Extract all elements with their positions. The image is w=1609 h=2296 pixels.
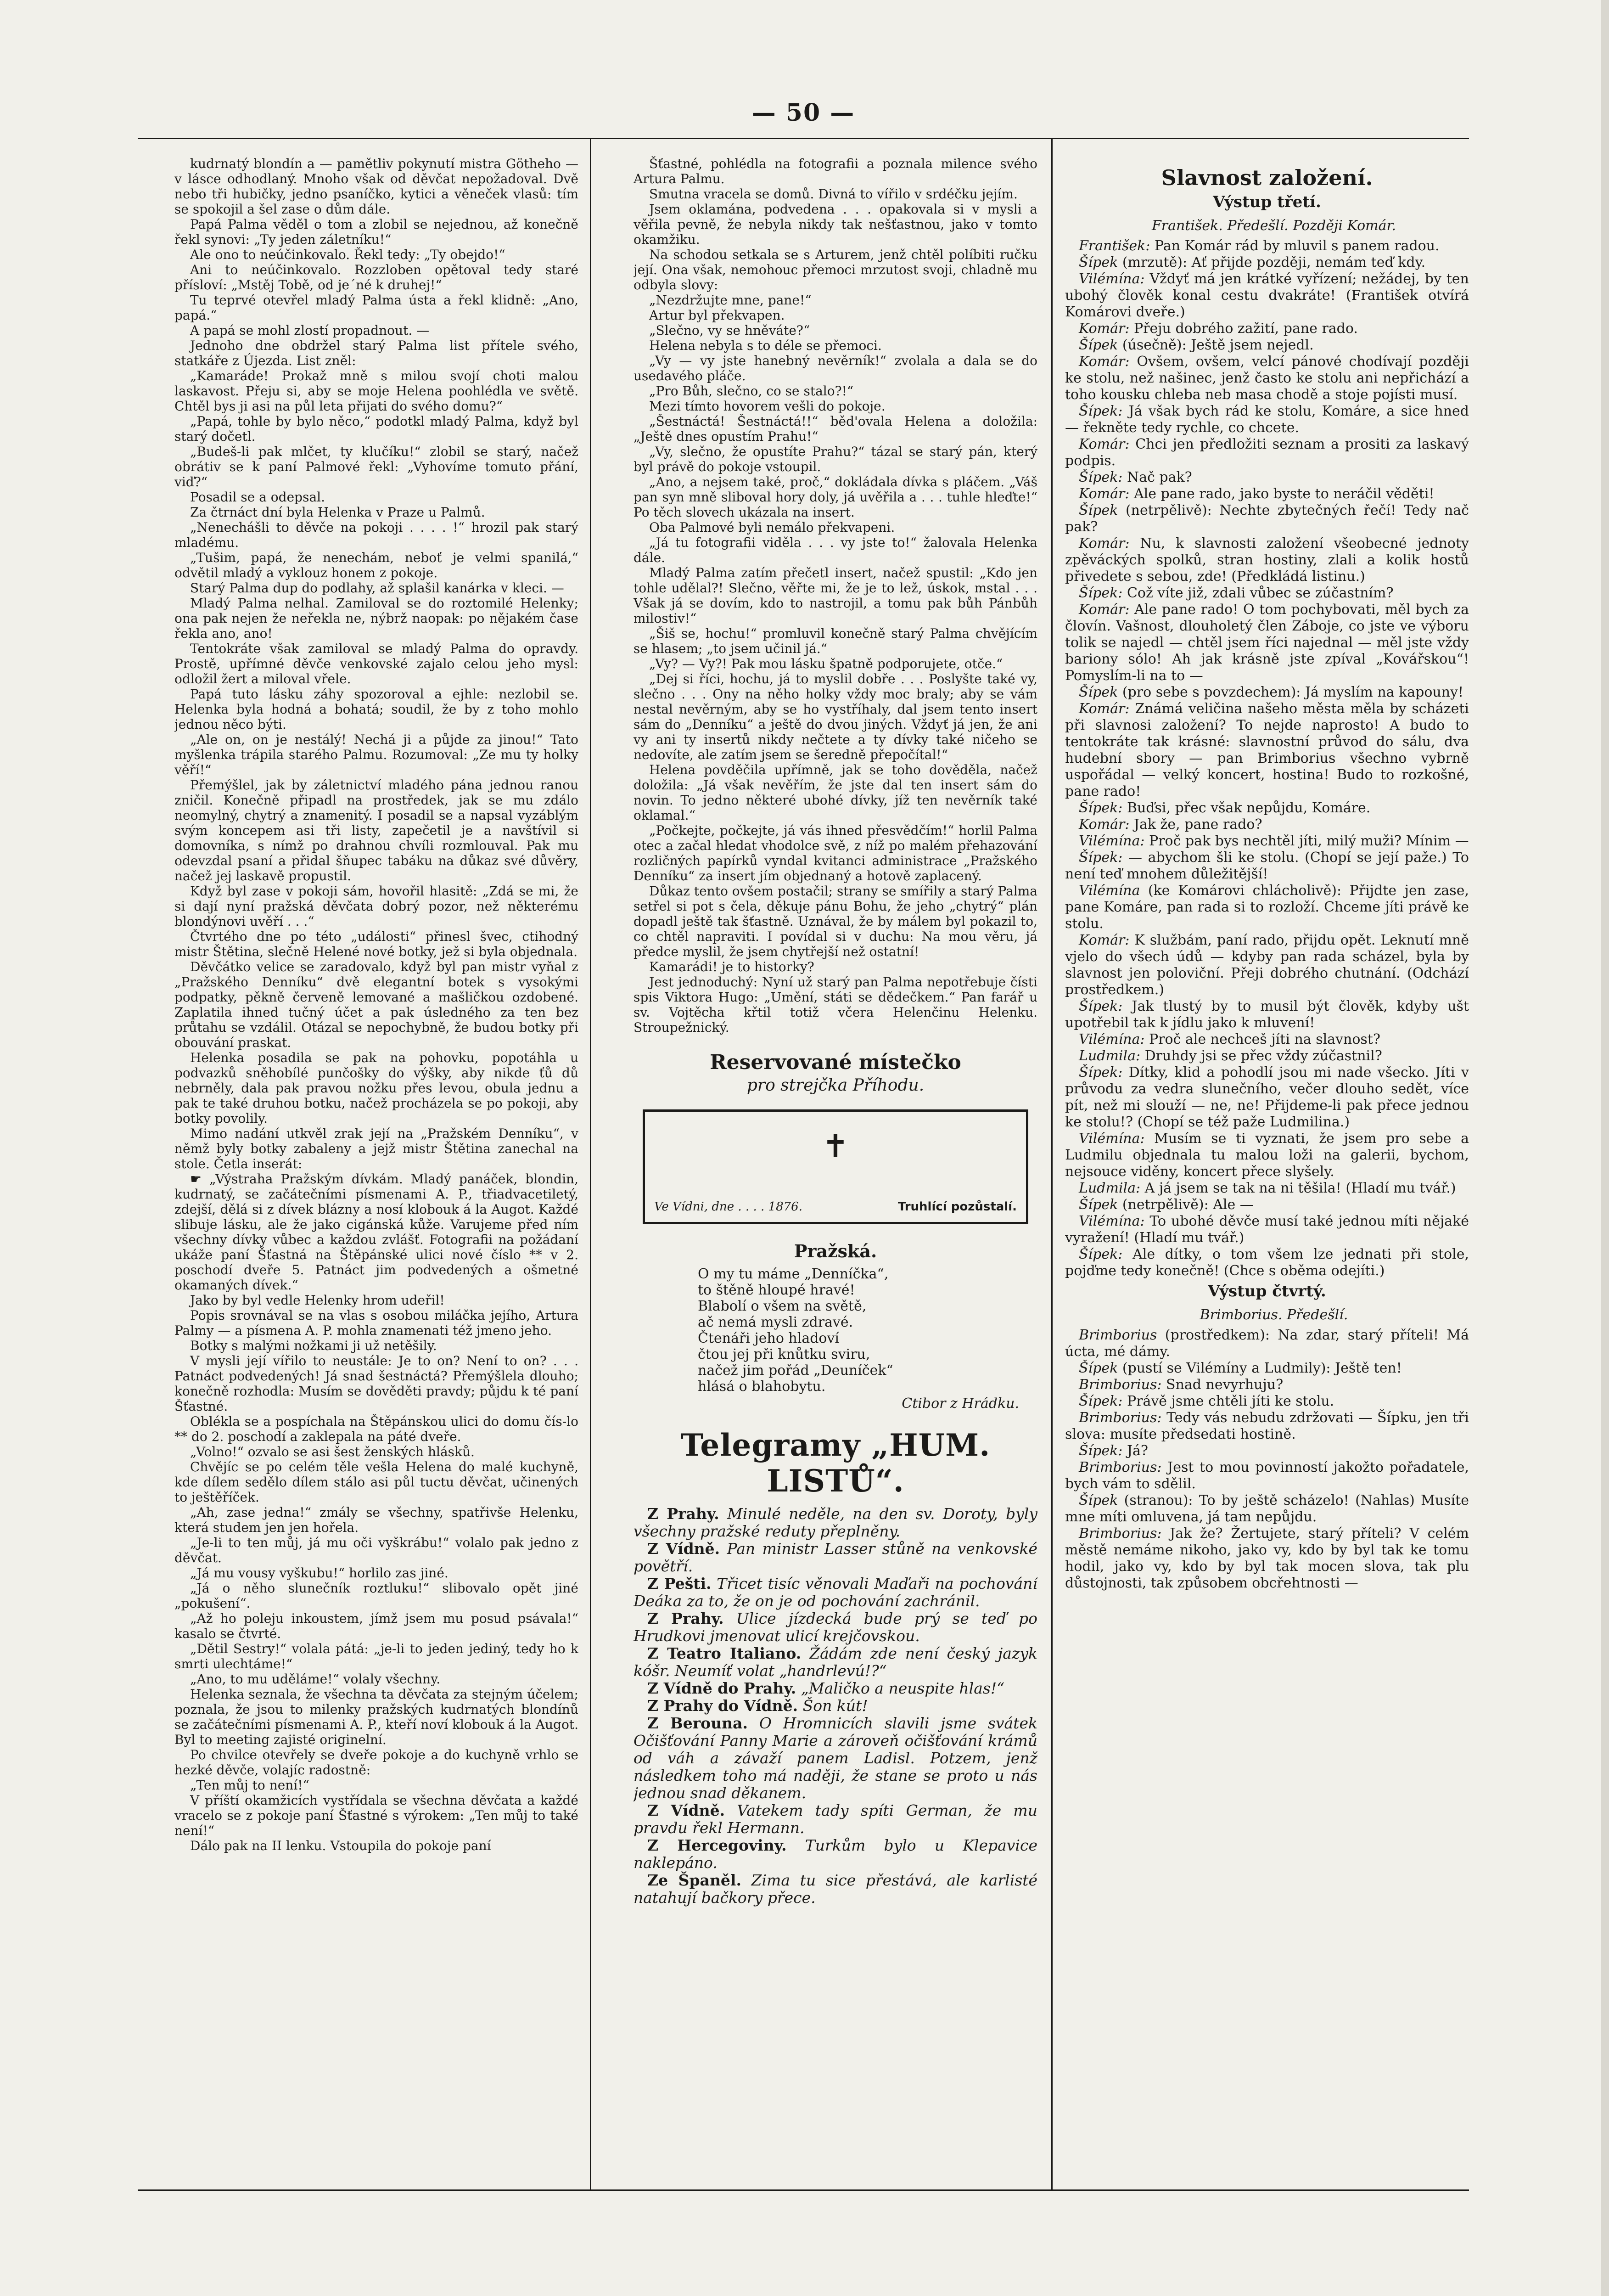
poem-line: čtou jej při knůtku sviru, <box>698 1346 870 1362</box>
speaker: Šípek <box>1079 1197 1118 1213</box>
dialogue-line <box>1065 883 1469 932</box>
paragraph: „Pro Bůh, slečno, co se stalo?!“ <box>649 383 854 399</box>
speech: Druhdy jsi se přec vždy zúčastnil? <box>1144 1048 1382 1064</box>
speech: To ubohé děvče musí také jednou míti nějaké vyražení! (Hladí mu tvář.) <box>1065 1213 1469 1246</box>
paragraph: „Já o něho slunečník roztluku!“ slibovalo opět jiné „pokušení“. <box>174 1581 578 1611</box>
dialogue-line <box>1065 1031 1469 1048</box>
dialogue-line <box>1065 1360 1469 1377</box>
speech: Tedy vás nebudu zdržovati — Šípku, jen tři slova: musíte předsedati hostině. <box>1065 1410 1469 1442</box>
speaker: Vilémína: <box>1079 1031 1145 1047</box>
dialogue-line <box>1065 238 1469 254</box>
speaker: Vilémína: <box>1079 833 1145 849</box>
paragraph: Ani to neúčinkovalo. Rozzloben opětoval tedy staré přísloví: „Mstěj Tobě, od je´né k druhej!“ <box>174 262 578 293</box>
dialogue-line <box>1065 271 1469 321</box>
dialogue-line <box>1065 850 1469 883</box>
speech: Jak že, pane rado? <box>1134 816 1262 833</box>
paragraph: „Tušim, papá, že nenechám, neboť je velmi spanilá,“ odvětil mladý a vyklouz honem z pokoje. <box>174 550 578 580</box>
poem <box>634 1266 1037 1412</box>
telegram-text: Šon kút! <box>802 1697 868 1715</box>
paragraph: Artur byl překvapen. <box>649 308 785 323</box>
telegram-origin: Z Prahy. <box>647 1505 719 1523</box>
paragraph: „Je-li to ten můj, já mu oči vyškrábu!“ volalo pak jedno z děvčat. <box>174 1535 578 1565</box>
paragraph: Oblékla se a pospíchala na Štěpánskou ulici do domu čís-lo ** do 2. poschodí a zaklepala na páté dveře. <box>174 1414 578 1444</box>
paragraph: Mladý Palma zatím přečetl insert, načež spustil: „Kdo jen tohle udělal?! Slečno, věřte mi, že je to lež, úskok, mstal . . . Však já se dovím, kdo to nastrojil, a tomu pak bůh Pánbůh milostiv!“ <box>634 565 1037 626</box>
dialogue-line <box>1065 602 1469 684</box>
act-four-title: Výstup čtvrtý. <box>1208 1282 1326 1300</box>
speaker: Vilémína: <box>1079 271 1145 287</box>
dialogue-line <box>1065 1064 1469 1131</box>
speaker: Šípek: <box>1079 800 1123 816</box>
speaker: Brimborius: <box>1079 1459 1162 1475</box>
paragraph: „Nezdržujte mne, pane!“ <box>649 293 812 308</box>
paragraph: Papá tuto lásku záhy spozoroval a ejhle: nezlobil se. Helenka byla hodná a bohatá; soudil, že by z toho mohlo jednou něco býti. <box>174 687 578 732</box>
paragraph: Tu teprvé otevřel mladý Palma ústa a řekl klidně: „Ano, papá.“ <box>174 293 578 323</box>
paragraph: „Šestnáctá! Šestnáctá!!“ běd'ovala Helena a doložila: „Ještě dnes opustím Prahu!“ <box>634 414 1037 444</box>
paragraph: „Šiš se, hochu!“ promluvil konečně starý Palma chvějícím se hlasem; „to jsem učinil já.“ <box>634 626 1037 656</box>
paragraph: Děvčátko velice se zaradovalo, když byl pan mistr vyňal z „Pražského Denníku“ dvě elegantní botek s vysokými podpatky, pěkně červeně lemované a mašličkou ozdobené. Zaplatila ihned tučný účet a pak úsledného za ten bez průtahu se vzdálil. Otázal se nepochybně, že budou botky při obouvání praskat. <box>174 959 578 1050</box>
telegram-text: Vatekem tady spíti German, že mu pravdu řekl Hermann. <box>634 1801 1037 1837</box>
paragraph: „Až ho poleju inkoustem, jímž jsem mu posud psávala!“ kasalo se čtvrté. <box>174 1611 578 1641</box>
paragraph: „Nenechášli to děvče na pokoji . . . . !“ hrozil pak starý mladému. <box>174 520 578 550</box>
paragraph: „Dej si říci, hochu, já to myslil dobře . . . Poslyšte také vy, slečno . . . Ony na něho holky vždy moc braly; aby se vám nestal nevěrným, aby se ho vystříhaly, dal jsem tento insert sám do „Denníku“ a ještě do dvou jiných. Vždyť já jen, že ani vy ani ty insertů nikdy nečtete a ty dívky také ničeho se nedovíte, ale zatím jsem se šeredně přepočítal!“ <box>634 671 1037 762</box>
speaker: Šípek <box>1079 254 1118 270</box>
dialogue-line <box>1065 1048 1469 1064</box>
reserved-subtitle: pro strejčka Příhodu. <box>746 1076 925 1095</box>
dialogue-line <box>1065 1393 1469 1410</box>
speech: Jest to mou povinností jakožto pořadatele, bych vám to sdělil. <box>1065 1459 1469 1492</box>
paragraph: Papá Palma věděl o tom a zlobil se nejednou, až konečně řekl synovi: „Ty jeden záletníku!“ <box>174 217 578 247</box>
poem-line: ač nemá mysli zdravé. <box>698 1314 853 1330</box>
telegram-origin: Z Teatro Italiano. <box>647 1644 802 1662</box>
paragraph: Čtvrtého dne po této „události“ přinesl švec, ctihodný mistr Štětina, slečně Helené nové botky, jež si byla objednala. <box>174 929 578 959</box>
speech: Ovšem, ovšem, velcí pánové chodívají později ke stolu, než našinec, jenž často ke stolu ani nepřichází a toho kousku chleba neb masa chodě a stoje pojísti musí. <box>1065 354 1469 403</box>
paragraph: Důkaz tento ovšem postačil; strany se smířily a starý Palma setřel si pot s čela, děkuje pánu Bohu, že jeho „chytrý“ plán dopadl ještě tak šťastně. Uznával, že by málem byl pokazil to, co chtěl napraviti. I povídal si v duchu: Na mou věru, já předce myslil, že jsem chytřejší než ostatní! <box>634 884 1037 959</box>
story-conclusion <box>634 156 1037 1035</box>
paragraph: Helena nebyla s to déle se přemoci. <box>649 338 882 353</box>
dialogue-line <box>1065 932 1469 998</box>
dialogue-line <box>1065 321 1469 337</box>
page-number: — 50 — <box>751 99 855 127</box>
reserved-title: Reservované místečko <box>710 1051 961 1074</box>
paragraph: Jako by byl vedle Helenky hrom udeřil! <box>190 1293 445 1308</box>
paragraph: Mimo nadání utkvěl zrak její na „Pražském Denníku“, v němž byly botky zabaleny a jejž mistr Štětina zanechal na stole. Četla inserát: <box>174 1126 578 1171</box>
paragraph: ☛ „Výstraha Pražským dívkám. Mladý panáček, blondin, kudrnatý, se začátečními písmenami A. P., třiadvacetiletý, zdejší, dělá si z dívek blázny a nosí klobouk á la Augot. Každé slibuje lásku, ale že jako cigánská kůže. Varujeme před ním všechny dívky vůbec a každou zvlášť. Fotografii na požádaní ukáže paní Šťastná na Štěpánské ulici nové číslo ** v 2. poschodí dveře 5. Patnáct jim podvedených a ošmetné okamaných dívek.“ <box>174 1171 578 1293</box>
paragraph: Šťastné, pohlédla na fotografii a poznala milence svého Artura Palmu. <box>634 156 1037 186</box>
column-3-play <box>1065 156 1469 2177</box>
speech: Známá veličina našeho města měla by scházeti při slavnosi založení? To nejde naprosto! A budo to tentokráte tak krásné: slavnostní průvod do sálu, dva hudební sbory — pan Brimborius všechno vybrně uspořádal — velký koncert, hostina! Budo to rozkošné, pane rado! <box>1065 701 1469 799</box>
speaker: Šípek: <box>1079 469 1123 485</box>
poem-line: O my tu máme „Denníčka“, <box>698 1266 889 1282</box>
speech: Ale pane rado, jako byste to neráčil věděti! <box>1134 486 1435 502</box>
speech: (pro sebe s povzdechem): Já myslím na kapouny! <box>1122 684 1464 700</box>
poem-line: načež jim pořád „Deuníček“ <box>698 1362 893 1379</box>
dialogue-line <box>1065 585 1469 602</box>
dialogue-line <box>1065 354 1469 403</box>
dialogue-line <box>1065 1197 1469 1213</box>
speaker: Komár: <box>1079 436 1130 452</box>
dialogue-line <box>1065 254 1469 271</box>
speaker: Šípek: <box>1079 1246 1123 1262</box>
speaker: Šípek: <box>1079 1064 1123 1080</box>
paragraph: „Vy? — Vy?! Pak mou lásku špatně podporujete, otče.“ <box>649 656 1003 671</box>
dialogue-line <box>1065 684 1469 701</box>
telegram-origin: Z Prahy. <box>647 1609 724 1627</box>
speech: Což víte již, zdali vůbec se zúčastním? <box>1127 585 1394 601</box>
mourning-signature: Truhlící pozůstalí. <box>897 1200 1017 1214</box>
mourning-place: Ve Vídni, dne . . . . 1876. <box>654 1200 802 1214</box>
paragraph: Botky s malými nožkami ji už netěšily. <box>190 1338 437 1353</box>
dialogue-line <box>1065 833 1469 850</box>
speaker: Vilémína: <box>1079 1131 1145 1147</box>
mourning-notice <box>643 1109 1028 1224</box>
dialogue-line <box>1065 1525 1469 1592</box>
paragraph: Mezi tímto hovorem vešli do pokoje. <box>649 399 886 414</box>
paragraph: „Já tu fotografii viděla . . . vy jste to!“ žalovala Helenka dále. <box>634 535 1037 565</box>
dialogue-line <box>1065 800 1469 816</box>
dialogue-line <box>1065 998 1469 1031</box>
column-1-story <box>174 156 578 2177</box>
telegrams-title: Telegramy „HUM. LISTŮ“. <box>680 1427 991 1499</box>
speech: Chci jen předložiti seznam a prositi za laskavý podpis. <box>1065 436 1469 469</box>
poem-signature: Ctibor z Hrádku. <box>902 1396 1019 1412</box>
speaker: Komár: <box>1079 932 1130 948</box>
telegram-origin: Z Berouna. <box>647 1714 748 1732</box>
poem-line: Blabolí o všem na světě, <box>698 1298 867 1314</box>
speech: Pan Komár rád by mluvil s panem radou. <box>1155 238 1440 254</box>
telegram-origin: Z Vídně. <box>647 1801 725 1819</box>
dialogue-line <box>1065 1213 1469 1246</box>
paragraph: Helenka seznala, že všechna ta děvčata za stejným účelem; poznala, že jsou to milenky pražských kudrnatých blondínů se začátečními písmenami A. P., kteří noví klobouk á la Augot. Byl to meeting zajisté originelní. <box>174 1687 578 1747</box>
paragraph: Helena povděčila upřímně, jak se toho dověděla, načež doložila: „Já však nevěřím, že jste dal ten insert sám do novin. To jedno některé ubohé dívky, jíž ten nevěrník také oklamal.“ <box>634 762 1037 823</box>
speech: — abychom šli ke stolu. (Chopí se její paže.) To není teď mnohem důležitější! <box>1065 850 1469 882</box>
play-title: Slavnost založení. <box>1161 165 1373 190</box>
speech: Dítky, klid a pohodlí jsou mi nade všecko. Jíti v průvodu za vedra slunečního, večer dlouho sedět, více pít, než mi slouží — ne, ne! Přijdeme-li pak přece jednou ke stolu!? (Chopí se též paže Ludmilina.) <box>1065 1064 1469 1130</box>
speech: (ke Komárovi chlácholivě): Přijdte jen zase, pane Komáre, pan rada si to rozloží. Chceme jíti právě ke stolu. <box>1065 883 1469 932</box>
paragraph: Oba Palmové byli nemálo překvapeni. <box>649 520 895 535</box>
telegram-item <box>634 1575 1037 1610</box>
dialogue-line <box>1065 1377 1469 1393</box>
paragraph: „Volno!“ ozvalo se asi šest ženských hlásků. <box>190 1444 475 1459</box>
telegram-text: Turkům bylo u Klepavice naklepáno. <box>634 1836 1037 1872</box>
speaker: Komár: <box>1079 321 1130 337</box>
telegram-item <box>634 1697 1037 1715</box>
top-rule <box>138 138 1469 139</box>
telegram-origin: Z Prahy do Vídně. <box>647 1697 798 1715</box>
paragraph: „Vy, slečno, že opustíte Prahu?“ tázal se starý pán, který byl právě do pokoje vstoupil. <box>634 444 1037 474</box>
paragraph: „Ale on, on je nestálý! Nechá ji a půjde za jinou!“ Tato myšlenka trápila starého Palmu. Rozumoval: „Ze mu ty holky věří!“ <box>174 732 578 777</box>
paragraph: Tentokráte však zamiloval se mladý Palma do opravdy. Prostě, upřímné děvče venkovské zajalo celou jeho mysl: odložil žert a miloval vřele. <box>174 641 578 687</box>
act-three-cast: František. Předešlí. Později Komár. <box>1151 218 1396 234</box>
telegram-item <box>634 1645 1037 1680</box>
telegrams-list <box>634 1505 1037 1907</box>
paragraph: Jest jednoduchý: Nyní už starý pan Palma nepotřebuje čísti spis Viktora Hugo: „Umění, státi se dědečkem.“ Pan farář u sv. Vojtěcha křtil totiž včera Helenčinu Helenku. Stroupežnický. <box>634 974 1037 1035</box>
column-divider-1 <box>590 138 591 2189</box>
telegram-origin: Z Vídně. <box>647 1540 720 1558</box>
speech: Buďsi, přec však nepůjdu, Komáre. <box>1127 800 1371 816</box>
act-four-cast: Brimborius. Předešlí. <box>1200 1307 1348 1323</box>
speech: Vždyť má jen krátké vyřízení; nežádej, by ten ubohý člověk konal cestu dvakráte! (František otvírá Komárovi dveře.) <box>1065 271 1469 320</box>
telegram-item <box>634 1802 1037 1837</box>
dialogue-line <box>1065 337 1469 354</box>
speaker: Vilémína <box>1079 883 1140 899</box>
speech: K službám, paní rado, přijdu opět. Leknutí mně vjelo do všech údů — kdyby pan rada scházel, byla by slavnost jen poloviční. Přeji dobrého chutnání. (Odchází prostředkem.) <box>1065 932 1469 998</box>
speech: Nu, k slavnosti založení všeobecné jednoty zpěváckých spolků, stran hostiny, zlali a kolik hostů přivedete s sebou, zde! (Předkládá listinu.) <box>1065 535 1469 585</box>
telegram-origin: Ze Španěl. <box>647 1871 741 1889</box>
column-divider-2 <box>1051 138 1053 2189</box>
paragraph: Přemýšlel, jak by záletnictví mladého pána jednou ranou zničil. Konečně připadl na prostředek, jak se mu zdálo neomylný, chytrý a znamenitý. I posadil se a napsal vyzáblým svým koncepem asi tři listy, zapečetil je a navštívil si domovníka, s nímž po drahnou chvíli rozmlouval. Pak mu odevzdal psaní a přidal šňupec tabáku na důkaz své důvěry, načež jej laskavě propustil. <box>174 777 578 884</box>
speaker: Šípek <box>1079 1360 1118 1376</box>
act-three-title: Výstup třetí. <box>1213 193 1321 211</box>
speech: Jak tlustý by to musil být člověk, kdyby ušt upotřebil tak k jídlu jako k mluvení! <box>1065 998 1469 1031</box>
speech: Proč ale nechceš jíti na slavnost? <box>1149 1031 1380 1047</box>
dialogue-line <box>1065 1131 1469 1180</box>
column-2 <box>634 156 1037 2177</box>
paragraph: „Kamaráde! Prokaž mně s milou svojí choti malou laskavost. Přeju si, aby se moje Helena poohlédla ve světě. Chtěl bys ji asi na půl leta přijati do svého domu?“ <box>174 368 578 414</box>
speech: Přeju dobrého zažití, pane rado. <box>1134 321 1358 337</box>
dialogue-line <box>1065 1327 1469 1360</box>
dialogue-line <box>1065 1246 1469 1279</box>
telegram-text: Ulice jízdecká bude prý se teď po Hrudkovi jmenovat ulicí krejčovskou. <box>634 1609 1037 1645</box>
paragraph: V příští okamžicích vystřídala se všechna děvčata a každé vracelo se z pokoje paní Šťastné s výrokem: „Ten můj to také není!“ <box>174 1793 578 1838</box>
speaker: Ludmila: <box>1079 1180 1141 1196</box>
paragraph: „Ano, to mu uděláme!“ volaly všechny. <box>190 1671 441 1687</box>
paragraph: Chvějíc se po celém těle vešla Helena do malé kuchyně, kde dílem sedělo dílem stálo asi půl tuctu děvčat, učinených to ještěříček. <box>174 1459 578 1505</box>
speaker: Brimborius: <box>1079 1410 1162 1426</box>
speaker: Šípek: <box>1079 1393 1123 1409</box>
dialogue-line <box>1065 701 1469 800</box>
telegram-item <box>634 1837 1037 1872</box>
speaker: Brimborius: <box>1079 1377 1162 1393</box>
paragraph: Ale ono to neúčinkovalo. Řekl tedy: „Ty obejdo!“ <box>190 247 505 262</box>
telegram-text: O Hromnicích slavili jsme svátek Očišťování Panny Marie a zároveň očišťování krámů od váh a závaží panem Ladisl. Potzem, jenž následkem toho má naději, že stane se proto u nás jednou snad děkanem. <box>634 1714 1037 1802</box>
paragraph: Když byl zase v pokoji sám, hovořil hlasitě: „Zdá se mi, že si dají nyní pražská děvčata dobrý pozor, než některému blondýnovi uvěří . . .“ <box>174 884 578 929</box>
speaker: Šípek <box>1079 1492 1118 1508</box>
paragraph: „Ano, a nejsem také, proč,“ dokládala dívka s pláčem. „Váš pan syn mně sliboval hory doly, já uvěřila a . . . tuhle hleďte!“ Po těch slovech ukázala na insert. <box>634 474 1037 520</box>
speaker: Komár: <box>1079 701 1130 717</box>
speaker: Šípek: <box>1079 403 1123 419</box>
telegram-text: Zima tu sice přestává, ale karlisté natahují bačkory přece. <box>634 1871 1037 1907</box>
paragraph: Po chvilce otevřely se dveře pokoje a do kuchyně vrhlo se hezké děvče, volajíc radostně: <box>174 1747 578 1778</box>
telegram-item <box>634 1505 1037 1540</box>
speech: (mrzutě): Ať přijde později, nemám teď kdy. <box>1122 254 1426 270</box>
paragraph: „Vy — vy jste hanebný nevěrník!“ zvolala a dala se do usedavého pláče. <box>634 353 1037 383</box>
speech: Snad nevyrhuju? <box>1166 1377 1284 1393</box>
paragraph: Za čtrnáct dní byla Helenka v Praze u Palmů. <box>190 505 485 520</box>
speaker: Ludmila: <box>1079 1048 1141 1064</box>
speech: A já jsem se tak na ni těšila! (Hladí mu tvář.) <box>1144 1180 1456 1196</box>
speaker: Komár: <box>1079 816 1130 833</box>
speech: Já? <box>1127 1443 1148 1459</box>
cross-icon: ✝ <box>822 1127 849 1165</box>
paragraph: Kamarádi! je to historky? <box>649 959 814 974</box>
speaker: Komár: <box>1079 486 1130 502</box>
telegram-item <box>634 1610 1037 1645</box>
speech: Ale dítky, o tom všem lze jednati při stole, pojďme tedy konečně! (Chce s oběma odejíti.) <box>1065 1246 1469 1279</box>
dialogue-line <box>1065 436 1469 469</box>
paragraph: kudrnatý blondín a — pamětliv pokynutí mistra Götheho — v lásce odhodlaný. Mnoho však od děvčat nepožadoval. Dvě nebo tři hubičky, jedno psaníčko, kytici a věneček vlasů: tím se spokojil a šel zase o dům dále. <box>174 156 578 217</box>
paragraph: Popis srovnával se na vlas s osobou miláčka jejího, Artura Palmy — a písmena A. P. mohla znamenati též jmeno jeho. <box>174 1308 578 1338</box>
telegram-origin: Z Pešti. <box>647 1575 712 1593</box>
paragraph: „Počkejte, počkejte, já vás ihned přesvědčím!“ horlil Palma otec a začal hledat vhodolce svě, z níž po malém přehazování rozličných papírků vyndal kvitanci administrace „Pražského Denníku“ za insert jím objednaný a hotově zaplacený. <box>634 823 1037 884</box>
paragraph: „Budeš-li pak mlčet, ty klučíku!“ zlobil se starý, načež obrátiv se k paní Palmové řekl: „Vyhovíme tomuto přání, viď?“ <box>174 444 578 490</box>
speaker: Komár: <box>1079 354 1130 370</box>
scan-edge <box>1601 0 1609 2296</box>
speech: Právě jsme chtěli jíti ke stolu. <box>1127 1393 1334 1409</box>
paragraph: Helenka posadila se pak na pohovku, popotáhla u podvazků sněhobílé punčošky do výšky, aby nikde ťů dů nebrněly, dala pak pravou nožku přes levou, obula jednu a pak te také druhou botku, načež procházela se po pokoji, aby botky povolily. <box>174 1050 578 1126</box>
paragraph: Starý Palma dup do podlahy, až splašil kanárka v kleci. — <box>190 580 564 596</box>
paragraph: Jednoho dne obdržel starý Palma list přítele svého, statkáře z Újezda. List zněl: <box>174 338 578 368</box>
speaker: Brimborius: <box>1079 1525 1162 1542</box>
speech: (pustí se Vilémíny a Ludmily): Ještě ten! <box>1122 1360 1402 1376</box>
speech: (úsečně): Ještě jsem nejedl. <box>1122 337 1314 353</box>
dialogue-line <box>1065 1459 1469 1492</box>
speech: (netrpělivě): Ale — <box>1122 1197 1254 1213</box>
telegram-origin: Z Hercegoviny. <box>647 1836 787 1854</box>
paragraph: „Ten můj to není!“ <box>190 1778 309 1793</box>
paragraph: „Slečno, vy se hněváte?“ <box>649 323 810 338</box>
speech: (prostředkem): Na zdar, starý příteli! Má úcta, mé dámy. <box>1065 1327 1469 1360</box>
dialogue-line <box>1065 403 1469 436</box>
speech: Jak že? Žertujete, starý příteli? V celém městě nemáme nikoho, jako vy, kdo by byl tak ke tomu hodil, jako vy, kdo by byl tak mocen slova, tak plu důstojnosti, tak způsobem obcřehtnosti — <box>1065 1525 1469 1591</box>
paragraph: „Já mu vousy vyškubu!“ horlilo zas jiné. <box>190 1565 449 1581</box>
telegram-item <box>634 1540 1037 1575</box>
poem-line: to štěně hloupé hravé! <box>698 1282 855 1298</box>
speaker: František: <box>1079 238 1150 254</box>
bottom-rule <box>138 2189 1469 2191</box>
poem-title: Pražská. <box>794 1241 877 1261</box>
speaker: Šípek <box>1079 684 1118 700</box>
paragraph: „Dětil Sestry!“ volala pátá: „je-li to jeden jediný, tedy ho k smrti ulechtáme!“ <box>174 1641 578 1671</box>
paragraph: Smutna vracela se domů. Divná to vířilo v srdéčku jejím. <box>649 186 1018 202</box>
dialogue-line <box>1065 469 1469 486</box>
dialogue-line <box>1065 1492 1469 1525</box>
telegram-origin: Z Vídně do Prahy. <box>647 1679 796 1697</box>
paragraph: Na schodou setkala se s Arturem, jenž chtěl políbiti ručku její. Ona však, nemohouc přemoci mrzutost svoji, chladně mu odbyla slovy: <box>634 247 1037 293</box>
speech: Nač pak? <box>1127 469 1192 485</box>
speaker: Šípek <box>1079 337 1118 353</box>
speaker: Brimborius <box>1079 1327 1157 1343</box>
speech: Musím se ti vyznati, že jsem pro sebe a Ludmilu objednala tu malou loži na galerii, bychom, nejsouce viděny, koncert přece slyšely. <box>1065 1131 1469 1180</box>
dialogue-line <box>1065 816 1469 833</box>
poem-line: Čtenáři jeho hladoví <box>698 1330 840 1346</box>
telegram-item <box>634 1680 1037 1697</box>
telegram-item <box>634 1872 1037 1907</box>
paragraph: Mladý Palma nelhal. Zamiloval se do roztomilé Helenky; ona pak nejen že neřekla ne, nýbrž naopak: po nějakém čase řekla ano, ano! <box>174 596 578 641</box>
paragraph: Dálo pak na II lenku. Vstoupila do pokoje paní <box>190 1838 491 1853</box>
dialogue-line <box>1065 535 1469 585</box>
speaker: Šípek: <box>1079 585 1123 601</box>
telegram-text: Pan ministr Lasser stůně na venkovské povětří. <box>634 1540 1037 1575</box>
speaker: Šípek: <box>1079 998 1123 1014</box>
telegram-text: Žádám zde není český jazyk kóšr. Neumíť volat „handrlevú!?“ <box>634 1644 1037 1680</box>
speech: Ale pane rado! O tom pochybovati, měl bych za človín. Vašnost, dlouholetý člen Záboje, co jste ve výboru tolik se najedl — chtěl jsem říci najednal — měl jste vždy bariony sólo! Ah jak krásně jste zpíval „Kovářskou“! Pomyslím-li na to — <box>1065 602 1469 684</box>
speech: Já však bych rád ke stolu, Komáre, a sice hned — řekněte tedy rychle, co chcete. <box>1065 403 1469 436</box>
paragraph: „Ah, zase jedna!“ zmály se všechny, spatřivše Helenku, která studem jen jen hořela. <box>174 1505 578 1535</box>
telegram-text: „Maličko a neuspite hlas!“ <box>801 1679 1004 1697</box>
dialogue-line <box>1065 1410 1469 1443</box>
paragraph: V mysli její vířilo to neustále: Je to on? Není to on? . . . Patnáct podvedených! Já snad šestnáctá? Přemýšlela dlouho; konečně rozhodla: Musím se dověděti pravdy; půjdu k té paní Šťastné. <box>174 1353 578 1414</box>
telegram-text: Třicet tisíc věnovali Maďaři na pochování Deáka za to, že on je od pochování zachránil. <box>634 1575 1037 1610</box>
speech: Proč pak bys nechtěl jíti, milý muži? Mínim — <box>1149 833 1469 849</box>
dialogue-line <box>1065 1180 1469 1197</box>
speech: (stranou): To by ještě scházelo! (Nahlas) Musíte mne míti omluvena, já tam nepůjdu. <box>1065 1492 1469 1525</box>
paragraph: „Papá, tohle by bylo něco,“ podotkl mladý Palma, když byl starý dočetl. <box>174 414 578 444</box>
dialogue-line <box>1065 1443 1469 1459</box>
dialogue-line <box>1065 486 1469 502</box>
speaker: Šípek: <box>1079 850 1123 866</box>
telegram-text: Minulé neděle, na den sv. Doroty, byly všechny pražské reduty přeplněny. <box>634 1505 1037 1540</box>
speaker: Šípek <box>1079 502 1118 518</box>
speech: (netrpělivě): Nechte zbytečných řečí! Tedy nač pak? <box>1065 502 1469 535</box>
telegram-item <box>634 1715 1037 1802</box>
poem-line: hlásá o blahobytu. <box>698 1379 826 1395</box>
speaker: Šípek: <box>1079 1443 1123 1459</box>
speaker: Vilémína: <box>1079 1213 1145 1229</box>
paragraph: Posadil se a odepsal. <box>190 490 325 505</box>
paragraph: Jsem oklamána, podvedena . . . opakovala si v mysli a věřila pevně, že nebyla nikdy tak nešťastnou, jako v tomto okamžiku. <box>634 202 1037 247</box>
paragraph: A papá se mohl zlostí propadnout. — <box>190 323 430 338</box>
dialogue-line <box>1065 502 1469 535</box>
speaker: Komár: <box>1079 602 1130 618</box>
speaker: Komár: <box>1079 535 1130 551</box>
